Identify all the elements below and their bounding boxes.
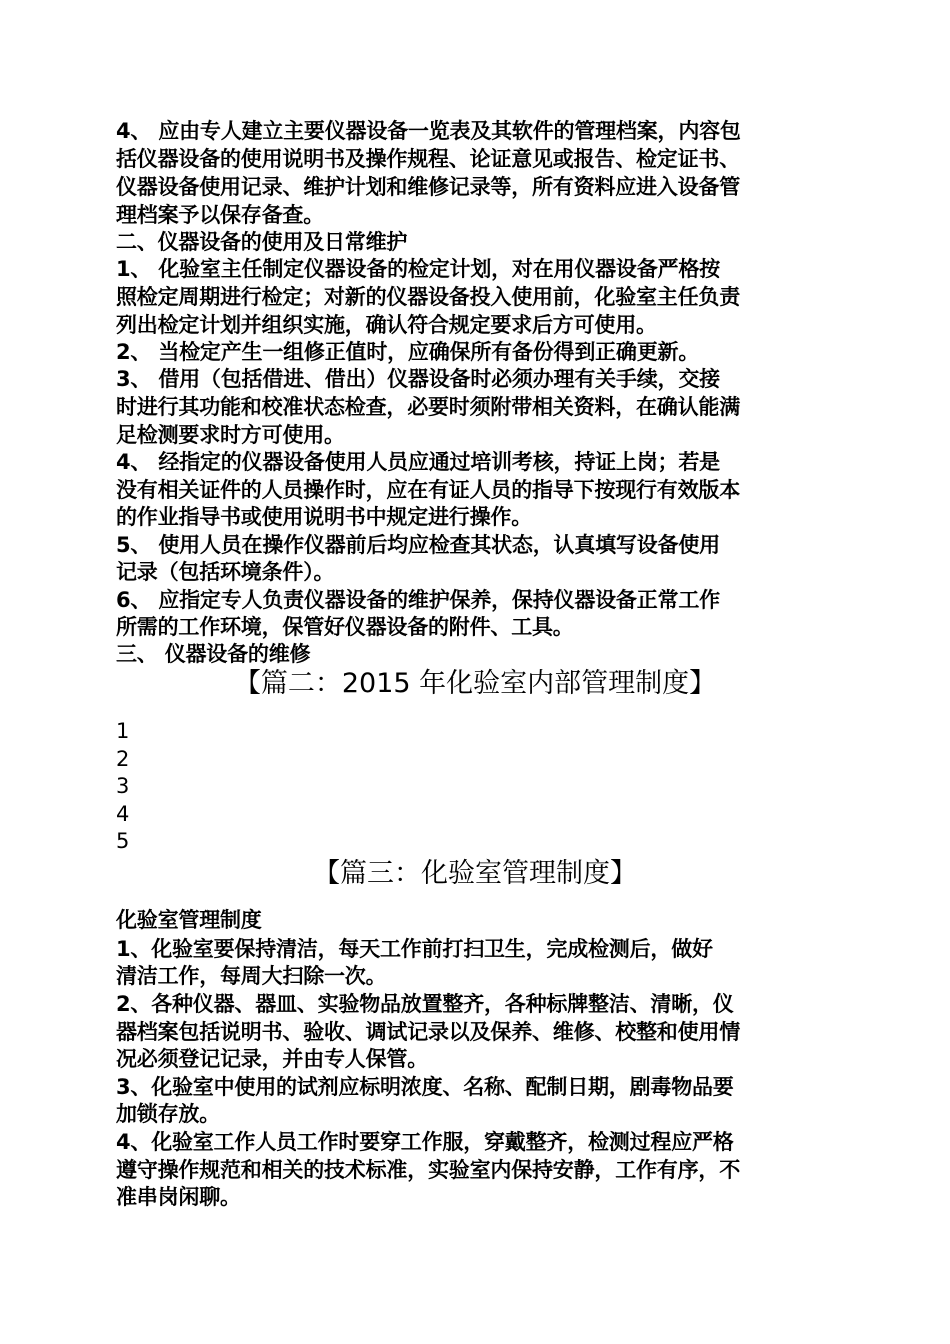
text-line: 况必须登记记录，并由专人保管。 xyxy=(116,1047,428,1071)
text-line: 仪器设备使用记录、维护计划和维修记录等，所有资料应进入设备管 xyxy=(116,175,740,199)
section-heading: 化验室管理制度 xyxy=(116,908,262,932)
section-heading: 三、 仪器设备的维修 xyxy=(116,642,311,666)
list-number: 2 xyxy=(116,747,130,771)
text-line: 3、 借用（包括借进、借出）仪器设备时必须办理有关手续，交接 xyxy=(116,367,720,391)
article-heading-3: 【篇三：化验室管理制度】 xyxy=(313,858,637,889)
section-heading: 二、仪器设备的使用及日常维护 xyxy=(116,230,408,254)
text-line: 加锁存放。 xyxy=(116,1102,220,1126)
text-line: 6、 应指定专人负责仪器设备的维护保养，保持仪器设备正常工作 xyxy=(116,588,720,612)
text-line: 足检测要求时方可使用。 xyxy=(116,423,345,447)
list-number: 5 xyxy=(116,829,130,853)
text-line: 2、 当检定产生一组修正值时，应确保所有备份得到正确更新。 xyxy=(116,340,700,364)
text-line: 4、 应由专人建立主要仪器设备一览表及其软件的管理档案，内容包 xyxy=(116,119,741,143)
list-number: 1 xyxy=(116,719,130,743)
text-line: 理档案予以保存备查。 xyxy=(116,203,324,227)
text-line: 4、 经指定的仪器设备使用人员应通过培训考核，持证上岗；若是 xyxy=(116,450,720,474)
text-line: 列出检定计划并组织实施，确认符合规定要求后方可使用。 xyxy=(116,313,657,337)
text-line: 5、 使用人员在操作仪器前后均应检查其状态，认真填写设备使用 xyxy=(116,533,720,557)
text-line: 所需的工作环境，保管好仪器设备的附件、工具。 xyxy=(116,615,574,639)
text-line: 括仪器设备的使用说明书及操作规程、论证意见或报告、检定证书、 xyxy=(116,147,740,171)
text-line: 3、化验室中使用的试剂应标明浓度、名称、配制日期，剧毒物品要 xyxy=(116,1075,734,1099)
text-line: 1、 化验室主任制定仪器设备的检定计划，对在用仪器设备严格按 xyxy=(116,257,720,281)
text-line: 2、各种仪器、器皿、实验物品放置整齐，各种标牌整洁、清晰，仪 xyxy=(116,992,734,1016)
text-line: 清洁工作，每周大扫除一次。 xyxy=(116,964,387,988)
text-line: 1、化验室要保持清洁，每天工作前打扫卫生，完成检测后，做好 xyxy=(116,937,713,961)
text-line: 的作业指导书或使用说明书中规定进行操作。 xyxy=(116,505,532,529)
list-number: 4 xyxy=(116,802,130,826)
text-line: 照检定周期进行检定；对新的仪器设备投入使用前，化验室主任负责 xyxy=(116,285,740,309)
text-line: 遵守操作规范和相关的技术标准，实验室内保持安静，工作有序，不 xyxy=(116,1158,740,1182)
text-line: 记录（包括环境条件）。 xyxy=(116,560,335,584)
text-line: 准串岗闲聊。 xyxy=(116,1185,241,1209)
text-line: 没有相关证件的人员操作时，应在有证人员的指导下按现行有效版本 xyxy=(116,478,740,502)
text-line: 4、化验室工作人员工作时要穿工作服，穿戴整齐，检测过程应严格 xyxy=(116,1130,734,1154)
list-number: 3 xyxy=(116,774,130,798)
text-line: 时进行其功能和校准状态检查，必要时须附带相关资料，在确认能满 xyxy=(116,395,740,419)
article-heading-2: 【篇二：2015 年化验室内部管理制度】 xyxy=(233,668,717,699)
text-line: 器档案包括说明书、验收、调试记录以及保养、维修、校整和使用情 xyxy=(116,1020,740,1044)
